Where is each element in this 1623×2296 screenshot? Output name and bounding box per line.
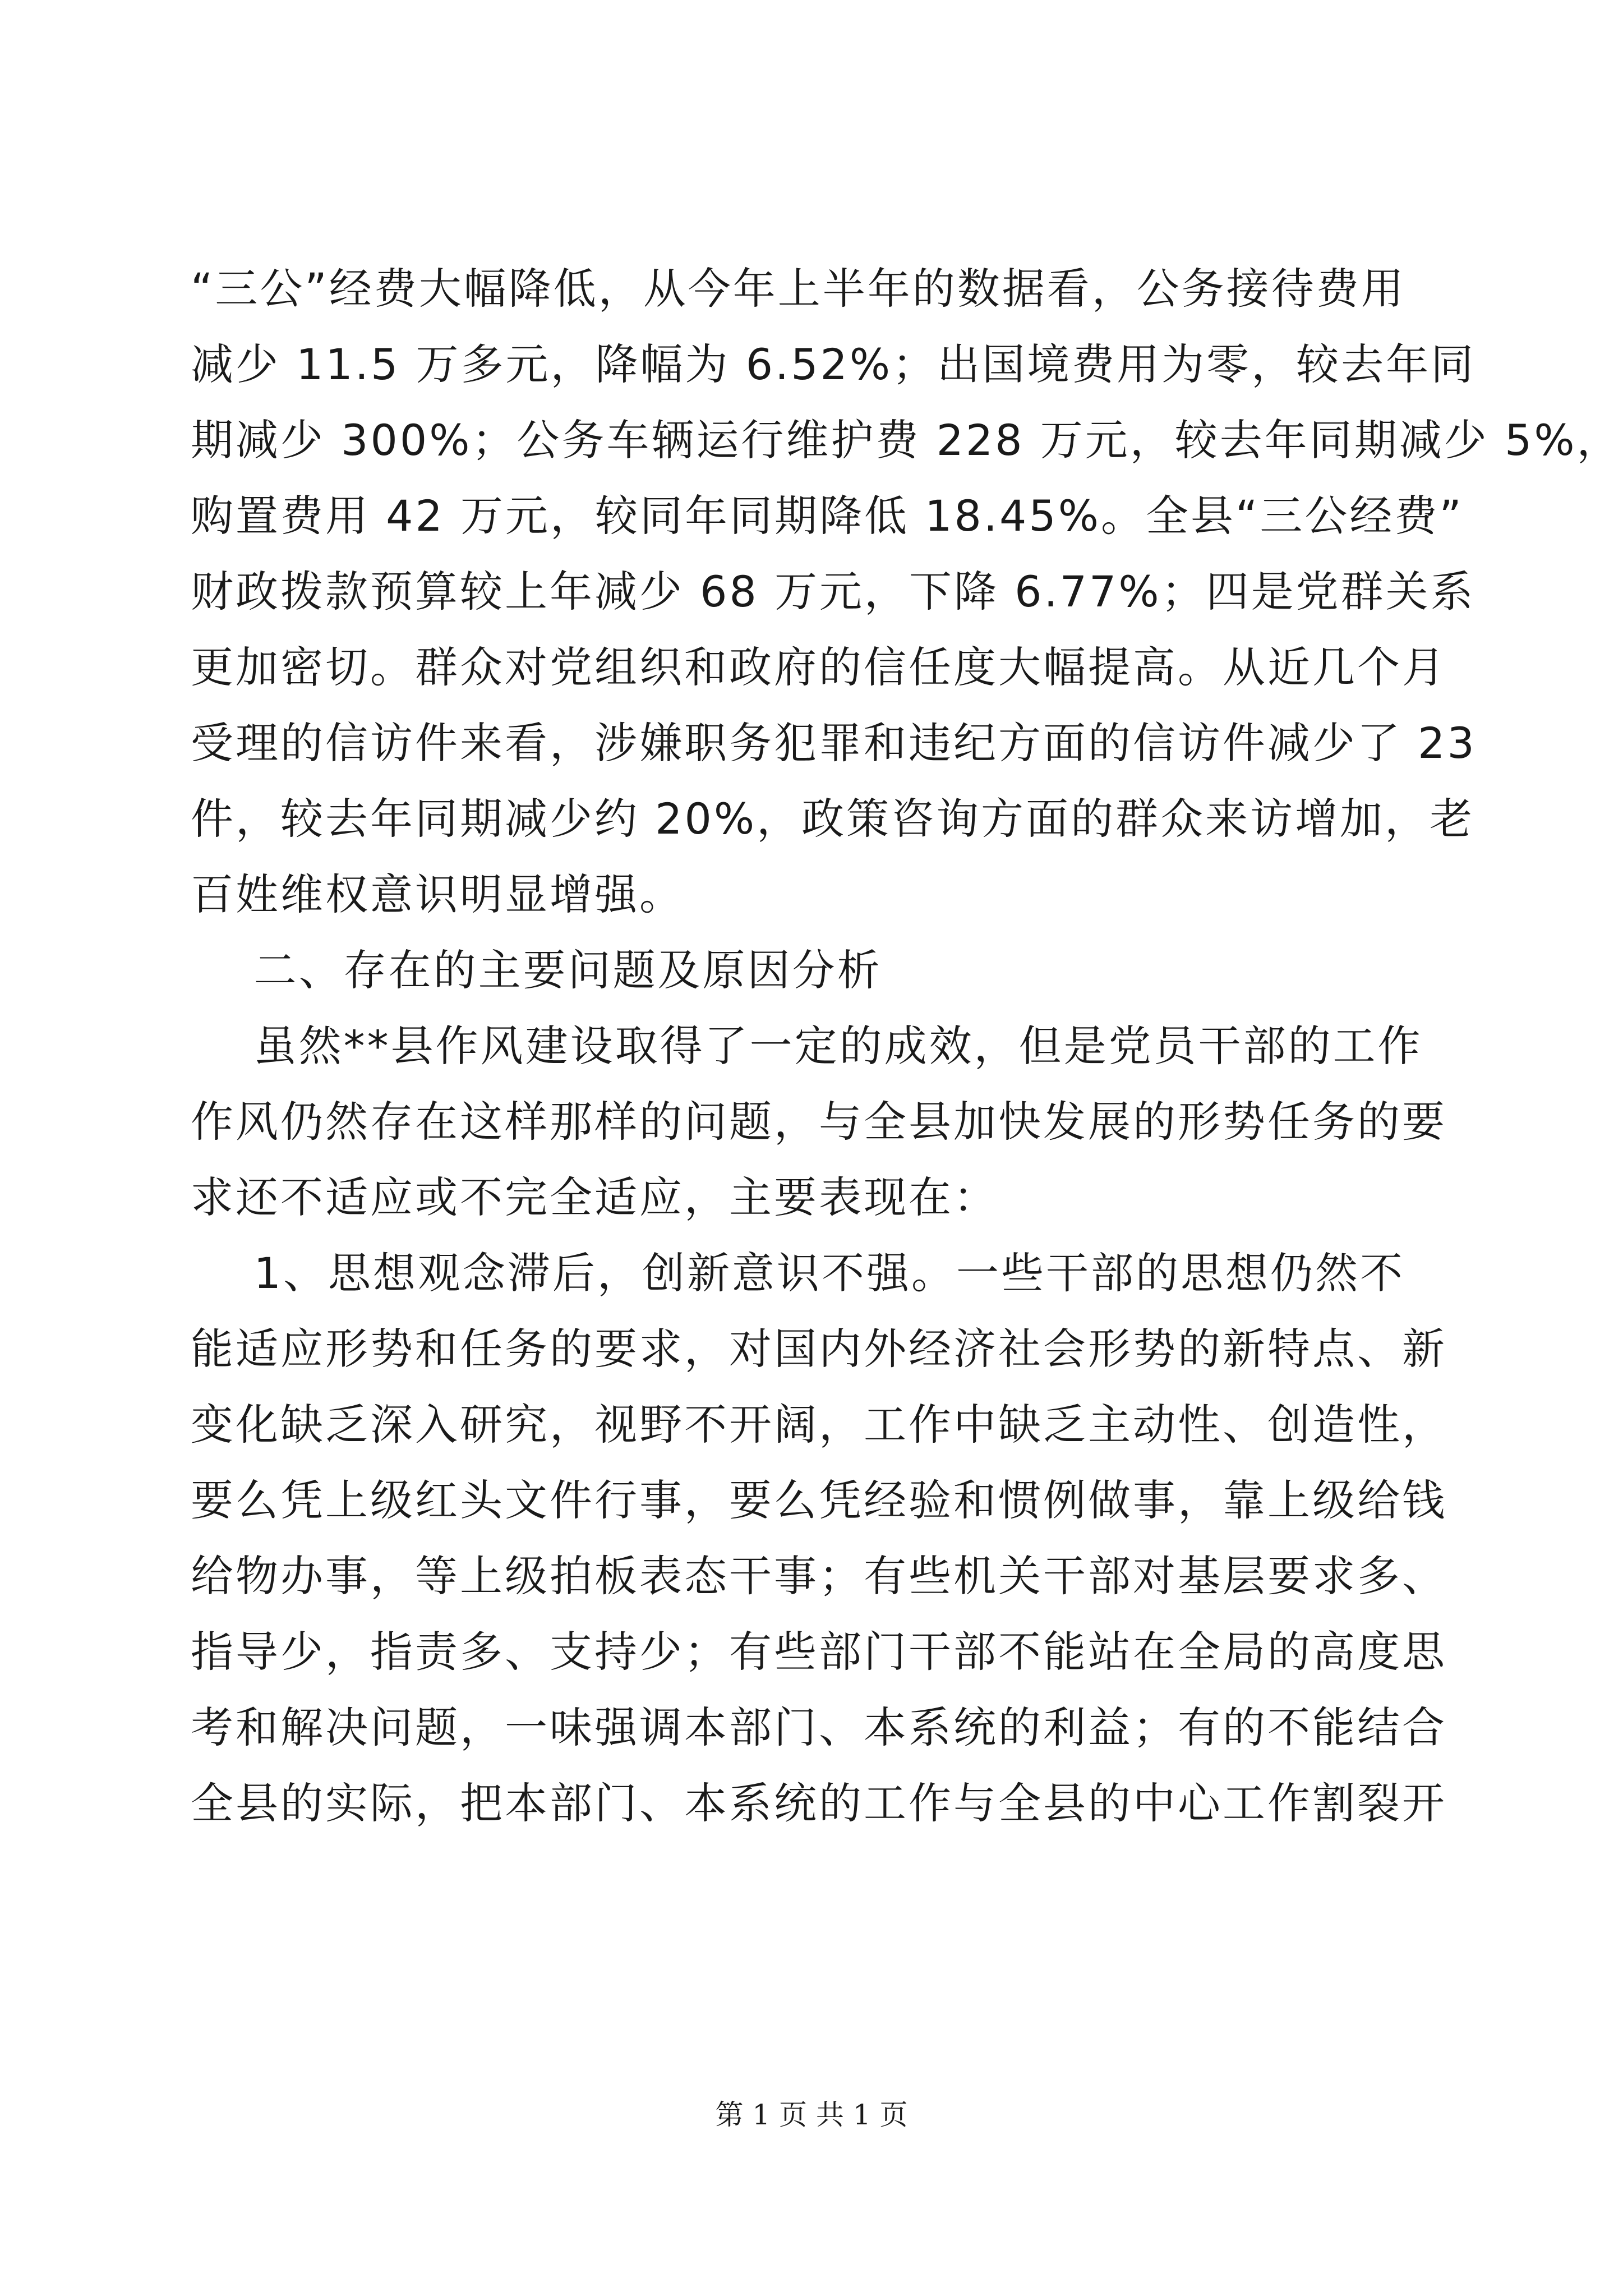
text-line: 求还不适应或不完全适应，主要表现在： <box>191 1172 998 1222</box>
text-line: 减少 11.5 万多元，降幅为 6.52%；出国境费用为零，较去年同 <box>191 339 1476 389</box>
text-line: 件，较去年同期减少约 20%，政策咨询方面的群众来访增加，老 <box>191 794 1475 844</box>
page-footer: 第 1 页 共 1 页 <box>715 2099 908 2131</box>
text-line: 虽然**县作风建设取得了一定的成效，但是党员干部的工作 <box>191 1021 1423 1071</box>
text-line: 指导少，指责多、支持少；有些部门干部不能站在全局的高度思 <box>191 1627 1447 1677</box>
text-line: 财政拨款预算较上年减少 68 万元，下降 6.77%；四是党群关系 <box>191 567 1476 616</box>
text-line: 更加密切。群众对党组织和政府的信任度大幅提高。从近几个月 <box>191 642 1447 692</box>
text-line: 1、思想观念滞后，创新意识不强。一些干部的思想仍然不 <box>191 1248 1405 1298</box>
text-line: 能适应形势和任务的要求，对国内外经济社会形势的新特点、新 <box>191 1324 1447 1374</box>
section-heading: 二、存在的主要问题及原因分析 <box>191 945 882 995</box>
text-line: “三公”经费大幅降低，从今年上半年的数据看，公务接待费用 <box>191 264 1406 314</box>
text-line: 期减少 300%；公务车辆运行维护费 228 万元，较去年同期减少 5%， <box>191 415 1622 465</box>
text-line: 受理的信访件来看，涉嫌职务犯罪和违纪方面的信访件减少了 23 <box>191 718 1477 768</box>
text-line: 考和解决问题，一味强调本部门、本系统的利益；有的不能结合 <box>191 1703 1447 1752</box>
text-line: 要么凭上级红头文件行事，要么凭经验和惯例做事，靠上级给钱 <box>191 1475 1447 1525</box>
text-line: 购置费用 42 万元，较同年同期降低 18.45%。全县“三公经费” <box>191 491 1464 541</box>
text-line: 给物办事，等上级拍板表态干事；有些机关干部对基层要求多、 <box>191 1551 1447 1601</box>
text-line: 百姓维权意识明显增强。 <box>191 869 684 919</box>
text-line: 全县的实际，把本部门、本系统的工作与全县的中心工作割裂开 <box>191 1778 1447 1828</box>
text-line: 作风仍然存在这样那样的问题，与全县加快发展的形势任务的要 <box>191 1097 1447 1147</box>
text-line: 变化缺乏深入研究，视野不开阔，工作中缺乏主动性、创造性， <box>191 1400 1447 1450</box>
